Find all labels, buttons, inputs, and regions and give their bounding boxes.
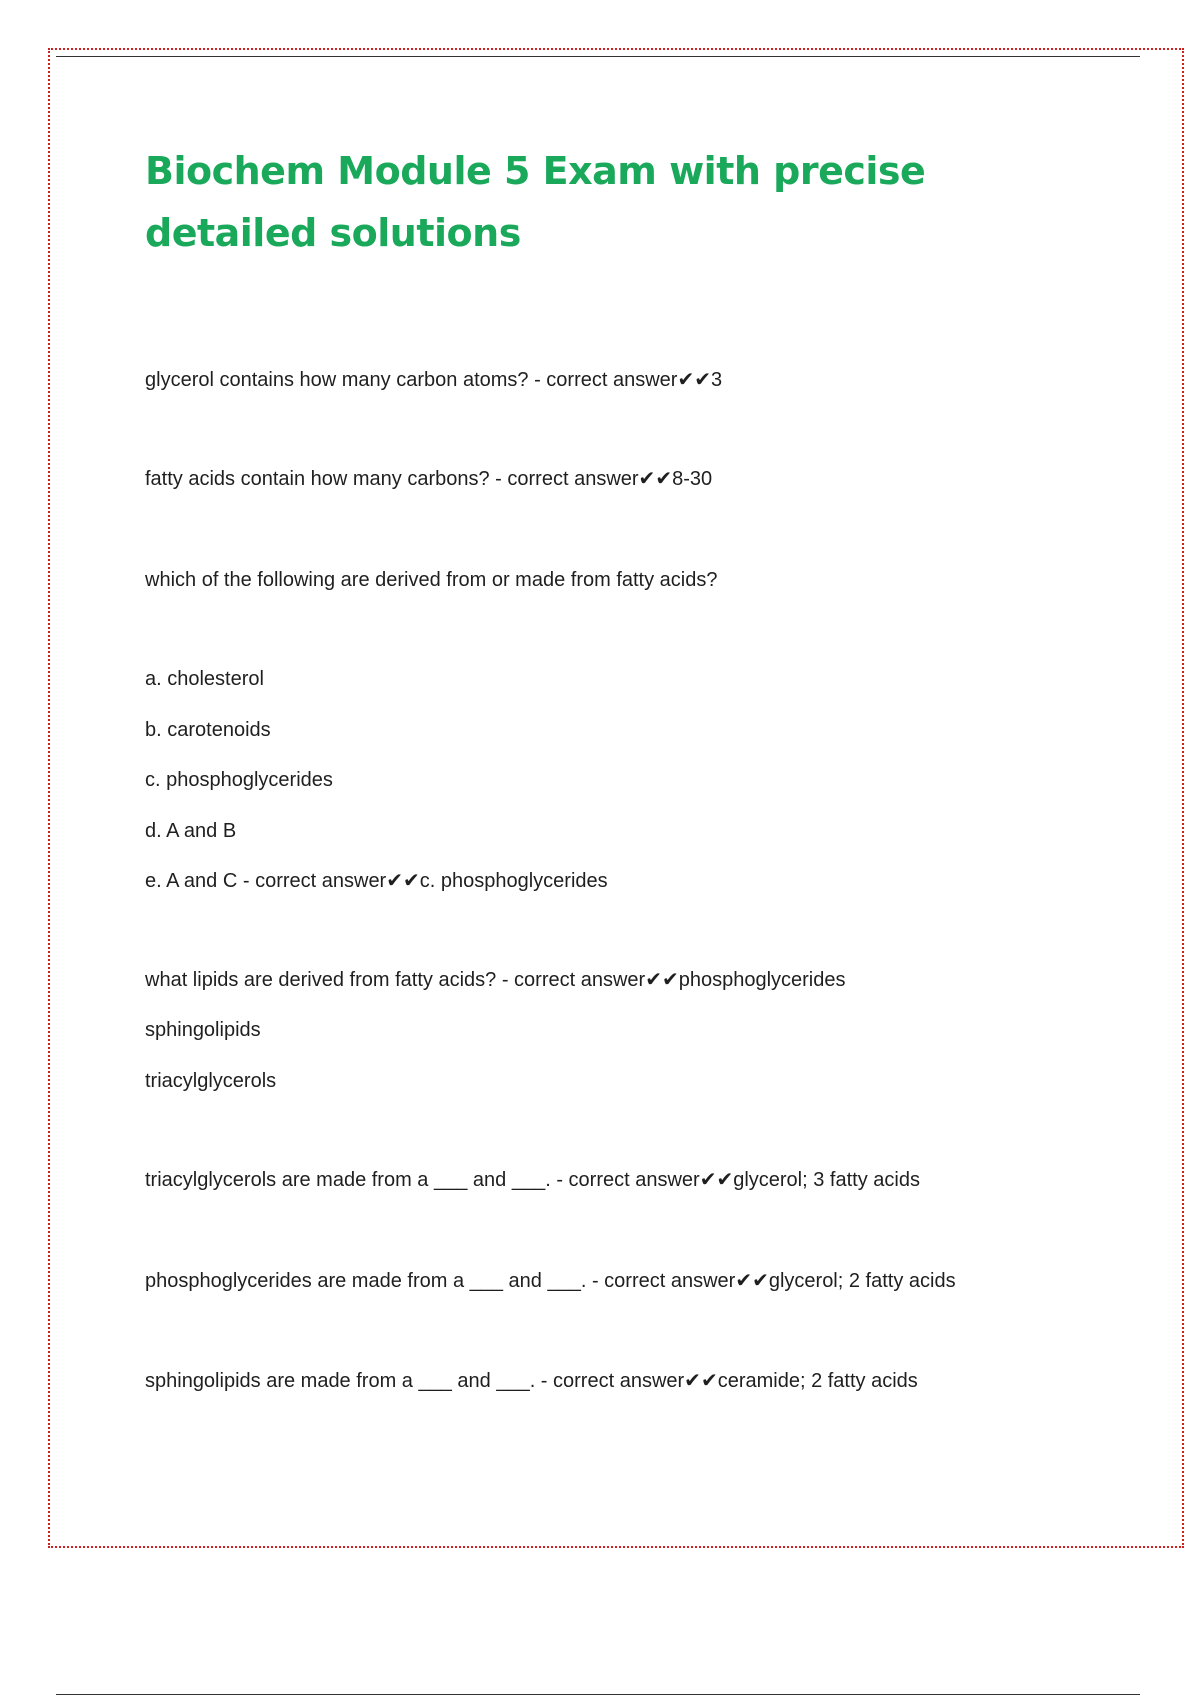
question-2: fatty acids contain how many carbons? - correct answer✔✔8-30 [145,468,713,490]
title-block [145,140,1105,264]
option-e: e. A and C - correct answer✔✔c. phosphoglycerides [145,870,608,892]
lipids-question: what lipids are derived from fatty acids? - correct answer✔✔phosphoglycerides [145,969,846,991]
option-c: c. phosphoglycerides [145,769,333,791]
option-a: a. cholesterol [145,668,264,690]
fill-in-3: sphingolipids are made from a ___ and ___. - correct answer✔✔ceramide; 2 fatty acids [145,1370,918,1392]
fill-in-1: triacylglycerols are made from a ___ and ___. - correct answer✔✔glycerol; 3 fatty acids [145,1169,920,1191]
lipids-item-sphingolipids: sphingolipids [145,1019,261,1041]
header-rule [56,56,1140,57]
option-d: d. A and B [145,820,237,842]
question-1: glycerol contains how many carbon atoms? - correct answer✔✔3 [145,369,723,391]
option-b: b. carotenoids [145,719,271,741]
footer-rule [56,1694,1140,1695]
lipids-item-triacylglycerols: triacylglycerols [145,1070,277,1092]
page-border [48,48,1184,1548]
question-3: which of the following are derived from or made from fatty acids? [145,569,718,591]
fill-in-2: phosphoglycerides are made from a ___ and ___. - correct answer✔✔glycerol; 2 fatty acids [145,1270,956,1292]
document-title: Biochem Module 5 Exam with precise detailed solutions [145,149,926,255]
